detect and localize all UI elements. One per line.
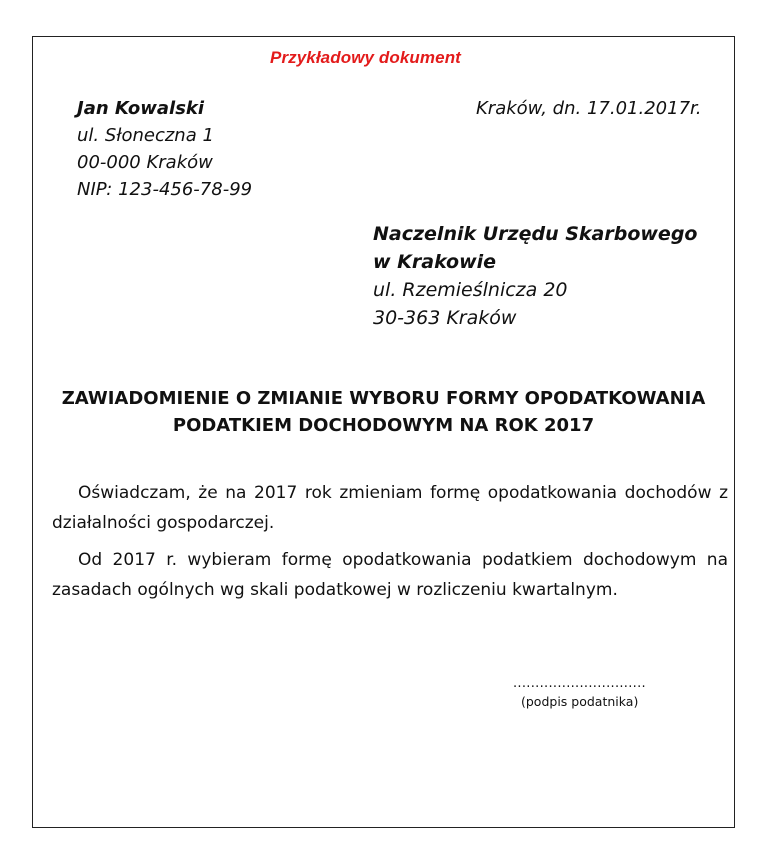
sender-city: 00-000 Kraków <box>77 152 213 173</box>
recipient-street: ul. Rzemieślnicza 20 <box>373 279 568 301</box>
place-date: Kraków, dn. 17.01.2017r. <box>476 98 702 119</box>
body-paragraph-1: Oświadczam, że na 2017 rok zmieniam formę opodatkowania dochodów z działalności gospodarczej. <box>52 483 728 533</box>
recipient-line1: Naczelnik Urzędu Skarbowego <box>373 223 698 245</box>
document-title-line1: ZAWIADOMIENIE O ZMIANIE WYBORU FORMY OPODATKOWANIA <box>61 388 706 409</box>
sender-nip: NIP: 123-456-78-99 <box>77 179 253 200</box>
signature-line: .............................. <box>513 676 646 691</box>
sender-name: Jan Kowalski <box>77 98 205 119</box>
sender-street: ul. Słoneczna 1 <box>77 125 214 146</box>
body-paragraph-2: Od 2017 r. wybieram formę opodatkowania podatkiem dochodowym na zasadach ogólnych wg skali podatkowej w rozliczeniu kwartalnym. <box>52 550 728 600</box>
document-title-line2: PODATKIEM DOCHODOWYM NA ROK 2017 <box>172 415 595 436</box>
sender-block <box>77 95 252 203</box>
signature-caption: (podpis podatnika) <box>521 694 639 709</box>
recipient-line2: w Krakowie <box>373 251 497 273</box>
document-body <box>52 478 728 612</box>
recipient-city: 30-363 Kraków <box>373 307 517 329</box>
document-header-label: Przykładowy dokument <box>270 48 461 67</box>
recipient-block <box>373 220 697 332</box>
document-title <box>32 385 735 439</box>
